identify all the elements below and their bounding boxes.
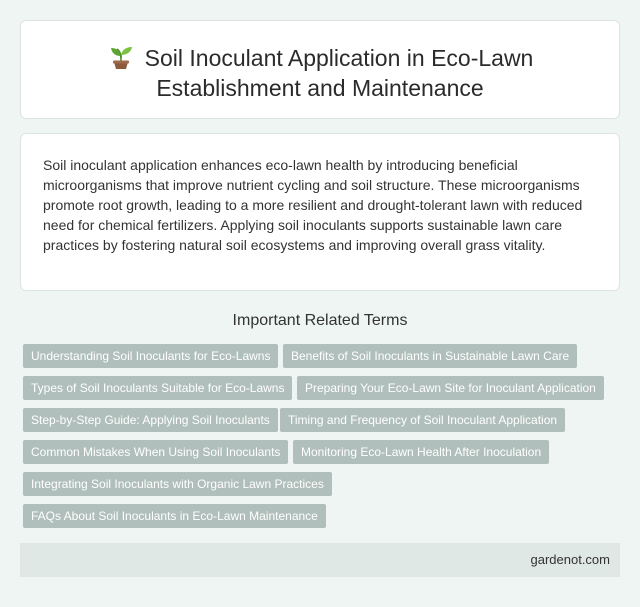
title-card <box>20 20 620 119</box>
related-term-tag[interactable]: Benefits of Soil Inoculants in Sustainable Lawn Care <box>283 344 577 368</box>
summary-text: Soil inoculant application enhances eco-lawn health by introducing beneficial microorganisms that improve nutrient cycling and soil structure. These microorganisms promote root growth, leading to a more resilient and drought-tolerant lawn with reduced need for chemical fertilizers. Applying soil inoculants supports sustainable lawn care practices by fostering natural soil ecosystems and improving overall grass vitality. <box>43 157 583 253</box>
related-term-tag[interactable]: Step-by-Step Guide: Applying Soil Inoculants <box>23 408 278 432</box>
related-term-tag[interactable]: FAQs About Soil Inoculants in Eco-Lawn Maintenance <box>23 504 326 528</box>
related-term-tag[interactable]: Integrating Soil Inoculants with Organic Lawn Practices <box>23 472 332 496</box>
title-line-2: Establishment and Maintenance <box>156 75 484 101</box>
related-terms-heading: Important Related Terms <box>232 312 408 329</box>
related-term-tag[interactable]: Monitoring Eco-Lawn Health After Inoculation <box>293 440 549 464</box>
summary-card <box>20 133 620 291</box>
related-term-tag[interactable]: Types of Soil Inoculants Suitable for Eco-Lawns <box>23 376 292 400</box>
related-term-tag[interactable]: Timing and Frequency of Soil Inoculant Application <box>280 408 565 432</box>
seedling-icon <box>107 43 135 71</box>
footer <box>20 543 620 577</box>
page-title <box>21 43 619 103</box>
related-term-tag[interactable]: Understanding Soil Inoculants for Eco-Lawns <box>23 344 278 368</box>
related-term-tag[interactable]: Common Mistakes When Using Soil Inoculants <box>23 440 288 464</box>
footer-site-link[interactable]: gardenot.com <box>530 552 610 567</box>
related-term-tag[interactable]: Preparing Your Eco-Lawn Site for Inoculant Application <box>297 376 604 400</box>
title-line-1: Soil Inoculant Application in Eco-Lawn <box>144 45 534 71</box>
